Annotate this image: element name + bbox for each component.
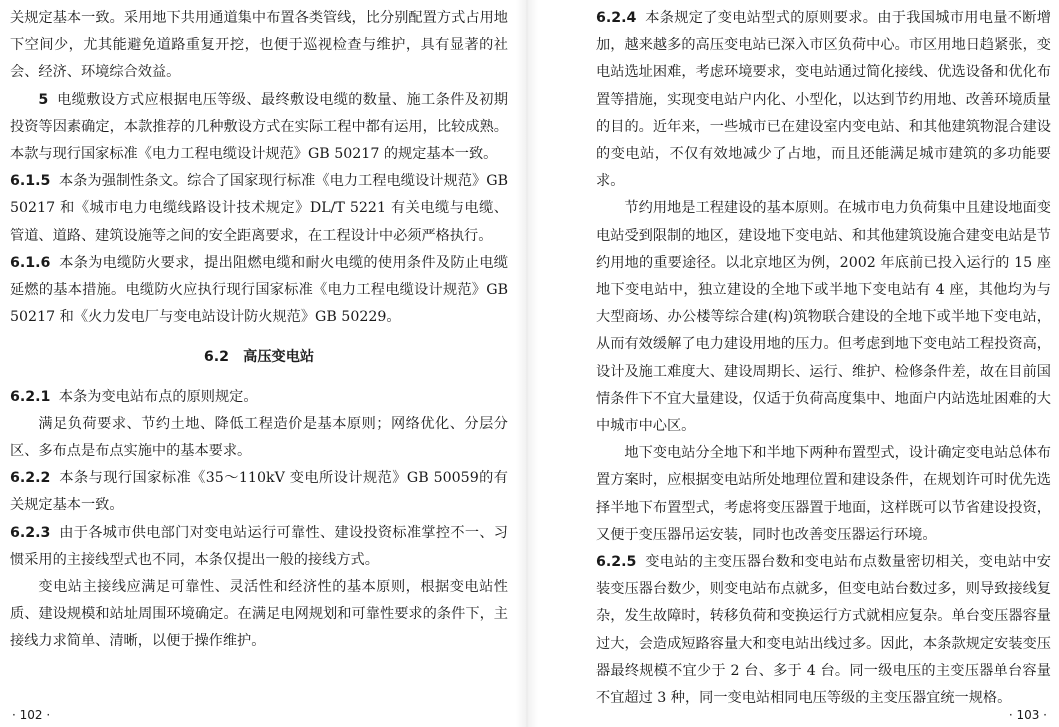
clause-text: 本条规定了变电站型式的原则要求。由于我国城市用电量不断增加，越来越多的高压变电站已深入市区负荷中心。市区用地日趋紧张，变电站选址困难，考虑环境要求，变电站通过简化接线、优选设备和优化布置等措施，实现变电站户内化、小型化，以达到节约用地、改善环境质量的目的。近年来，一些城市已在建设室内变电站、和其他建筑物混合建设的变电站，不仅有效地减少了占地，而且还能满足城市建筑的多功能要求。 bbox=[596, 10, 1051, 190]
clause-6-1-6 bbox=[10, 250, 508, 332]
book-gutter bbox=[516, 0, 538, 727]
section-heading: 6.2 高压变电站 bbox=[203, 349, 315, 366]
clause-text: 由于各城市供电部门对变电站运行可靠性、建设投资标准掌控不一、习惯采用的主接线型式也不同，本条仅提出一般的接线方式。 bbox=[10, 524, 508, 568]
paragraph-6-2-3: 变电站主接线应满足可靠性、灵活性和经济性的基本原则，根据变电站性质、建设规模和站址周围环境确定。在满足电网规划和可靠性要求的条件下，主接线力求简单、清晰，以便于操作维护。 bbox=[10, 579, 508, 650]
paragraph-land-saving: 节约用地是工程建设的基本原则。在城市电力负荷集中且建设地面变电站受到限制的地区，建设地下变电站、和其他建筑设施合建变电站是节约用地的重要途径。以北京地区为例，2002 年底前已投入运行的 15 座地下变电站中，独立建设的全地下或半地下变电站有 4 座，其他均为与大型商场、办公楼等综合建(构)筑物联合建设的全地下或半地下变电站，从而有效缓解了电力建设用地的压力。但考虑到地下变电站工程投资高，设计及施工难度大、建设周期长、运行、维护、检修条件差，故在目前国情条件下不宜大量建设，仅适于负荷高度集中、地面户内站选址困难的大中城市中心区。 bbox=[596, 200, 1051, 435]
clause-number: 6.2.5 bbox=[596, 554, 637, 571]
continuation-paragraph: 关规定基本一致。采用地下共用通道集中布置各类管线，比分别配置方式占用地下空间少，尤其能避免道路重复开挖，也便于巡视检查与维护，具有显著的社会、经济、环境综合效益。 bbox=[10, 10, 508, 81]
clause-6-2-4 bbox=[596, 5, 1051, 195]
clause-number: 6.2.3 bbox=[10, 524, 51, 541]
paragraph-6-2-1: 满足负荷要求、节约土地、降低工程造价是基本原则；网络优化、分层分区、多布点是布点实施中的基本要求。 bbox=[10, 415, 508, 460]
clause-text: 本条为变电站布点的原则规定。 bbox=[58, 388, 258, 405]
item-5-paragraph bbox=[10, 87, 508, 169]
right-page bbox=[538, 0, 1059, 727]
clause-number: 6.2.1 bbox=[10, 388, 51, 405]
item-number: 5 bbox=[38, 91, 49, 108]
clause-text: 本条为强制性条文。综合了国家现行标准《电力工程电缆设计规范》GB 50217 和《城市电力电缆线路设计技术规定》DL/T 5221 有关电缆与电缆、管道、道路、建筑设施等之间的安全距离要求，在工程设计中必须严格执行。 bbox=[10, 173, 508, 244]
clause-number: 6.1.5 bbox=[10, 173, 51, 190]
clause-6-1-5 bbox=[10, 168, 508, 250]
page-number: · 102 · bbox=[12, 708, 51, 722]
clause-number: 6.2.2 bbox=[10, 470, 51, 487]
clause-number: 6.1.6 bbox=[10, 254, 51, 271]
clause-6-2-1 bbox=[10, 384, 508, 411]
item-text: 电缆敷设方式应根据电压等级、最终敷设电缆的数量、施工条件及初期投资等因素确定，本款推荐的几种敷设方式在实际工程中都有运用，比较成熟。本款与现行国家标准《电力工程电缆设计规范》GB 50217 的规定基本一致。 bbox=[10, 91, 508, 163]
clause-6-2-5 bbox=[596, 549, 1051, 712]
paragraph-underground-substation: 地下变电站分全地下和半地下两种布置型式，设计确定变电站总体布置方案时，应根据变电站所处地理位置和建设条件，在规划许可时优先选择半地下布置型式，考虑将变压器置于地面，这样既可以节省建设投资，又便于变压器吊运安装，同时也改善变压器运行环境。 bbox=[596, 445, 1051, 543]
left-page bbox=[0, 0, 516, 727]
clause-6-2-2 bbox=[10, 465, 508, 519]
page-number: · 103 · bbox=[1008, 708, 1047, 722]
clause-text: 本条为电缆防火要求，提出阻燃电缆和耐火电缆的使用条件及防止电缆延燃的基本措施。电缆防火应执行现行国家标准《电力工程电缆设计规范》GB 50217 和《火力发电厂与变电站设计防火规范》GB 50229。 bbox=[10, 254, 508, 326]
clause-number: 6.2.4 bbox=[596, 10, 637, 26]
clause-text: 本条与现行国家标准《35～110kV 变电所设计规范》GB 50059的有关规定基本一致。 bbox=[10, 470, 508, 514]
clause-text: 变电站的主变压器台数和变电站布点数量密切相关，变电站中安装变压器台数少，则变电站布点就多，但变电站台数过多，则导致接线复杂，发生故障时，转移负荷和变换运行方式就相应复杂。单台变压器容量过大，会造成短路容量大和变电站出线过多。因此，本条款规定安装变压器最终规模不宜少于 2 台、多于 4 台。同一级电压的主变压器单台容量不宜超过 3 种，同一变电站相同电压等级的主变压器宜统一规格。 bbox=[596, 554, 1051, 707]
clause-6-2-3 bbox=[10, 520, 508, 574]
